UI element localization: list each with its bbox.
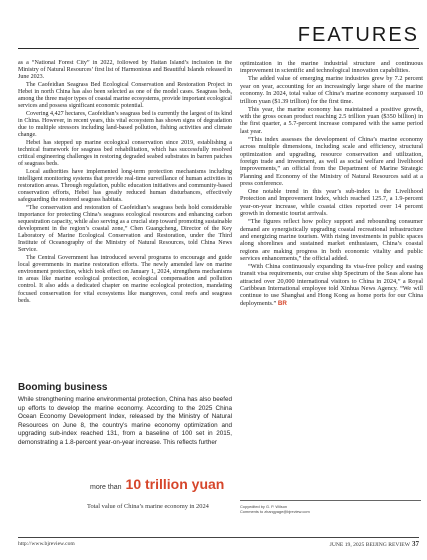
paragraph-final	[240, 263, 423, 307]
footer-rule	[18, 537, 419, 538]
copyedit-credit: Copyedited by G. P. Wilson	[240, 504, 288, 509]
right-column	[240, 60, 423, 470]
end-mark: BR	[277, 299, 287, 307]
header-rule	[18, 48, 419, 49]
footer-issue	[330, 540, 419, 548]
paragraph-final-text: “With China continuously expanding its visa-free policy and easing transit visa requirements, our cruise ship Spectrum of the Seas alone has attracted over 20,000 international visitors to China in 2024,” a Royal Caribbean International employee told Xinhua News Agency. “We will continue to use Shanghai and Hong Kong as home ports for our China deployments.”	[240, 263, 423, 307]
page-number: 37	[412, 540, 419, 548]
issue-label: JUNE 19, 2025 BEIJING REVIEW	[329, 542, 410, 548]
paragraph: as a “National Forest City” in 2022, followed by Haitan Island’s inclusion in the Ministry of Natural Resources’ first list of Harmonious and Beautiful Islands released in June 2023.	[18, 60, 232, 81]
callout-prefix: more than	[90, 484, 122, 491]
credit-rule	[240, 500, 421, 501]
paragraph: “The figures reflect how policy support and rebounding consumer demand are synergistically upgrading coastal recreational infrastructure and energizing marine tourism. With rising investments in public spaces along shorelines and sustained market enthusiasm, China’s coastal regions are making progress in both economic vitality and public services enhancements,” the official added.	[240, 218, 423, 262]
paragraph: Covering 4,427 hectares, Caofeidian’s seagrass bed is currently the largest of its kind in China. However, in recent years, this vital ecosystem has shown signs of degradation due to multiple stressors including land-based pollution, fishing activities and climate change.	[18, 110, 232, 139]
comments-contact: Comments to zhangyage@bjreview.com	[240, 509, 310, 514]
section-label: FEATURES	[297, 24, 419, 46]
paragraph: The Caofeidian Seagrass Bed Ecological Conservation and Restoration Project in Hebei in north China has also been selected as one of the model cases. Seagrass beds, among the three major types of coastal marine ecosystems, provide important ecological services and possess significant economic potential.	[18, 81, 232, 110]
left-column	[18, 60, 232, 376]
stat-callout	[18, 458, 232, 518]
section-heading: Booming business	[18, 382, 108, 393]
paragraph: The added value of emerging marine industries grew by 7.2 percent year on year, accounting for an increasingly large share of the marine economy. In 2024, total value of China’s marine economy surpassed 10 trillion yuan ($1.39 trillion) for the first time.	[240, 75, 423, 105]
paragraph: The Central Government has introduced several programs to encourage and guide local governments in marine restoration efforts. The newly amended law on marine environment protection, which took effect on January 1, 2024, strengthens mechanisms in areas like marine ecological protection, ecological compensation and pollution control. It also adds a dedicated chapter on marine ecological protection, mandating focused conservation for vital ecosystems like mangroves, coral reefs and seagrass beds.	[18, 255, 232, 304]
callout-line	[90, 476, 224, 494]
callout-caption: Total value of China’s marine economy in 2024	[87, 503, 209, 510]
callout-figure: 10 trillion yuan	[125, 476, 225, 492]
paragraph: “This index assesses the development of China’s marine economy across multiple dimensions, including scale and efficiency, structural optimization and upgrading, resource conservation and utilization, foreign trade and investment, as well as social welfare and livelihood improvements,” an official from the Department of Marine Strategic Planning and Economy of the Ministry of Natural Resources said at a press conference.	[240, 135, 423, 187]
footer-url[interactable]: http://www.bjreview.com	[18, 541, 75, 547]
paragraph: One notable trend in this year’s sub-index is the Livelihood Protection and Improvement Index, which reached 125.7, a 1.9-percent year-on-year increase, while coastal cities reported over 14 percent growth in domestic tourist arrivals.	[240, 188, 423, 218]
booming-text-block	[18, 396, 232, 452]
credits	[240, 504, 310, 514]
paragraph: Local authorities have implemented long-term protection mechanisms including intelligent monitoring systems that provide real-time surveillance of human activities in restoration areas. Through regulation, public education initiatives and community-based conservation efforts, Hebei has greatly reduced human disturbances, effectively safeguarding the restored seagrass habitats.	[18, 168, 232, 204]
paragraph: optimization in the marine industrial structure and continuous improvement in scientific and technological innovation capabilities.	[240, 60, 423, 75]
paragraph: Hebei has stepped up marine ecological conservation since 2019, establishing a technical framework for seagrass bed rehabilitation, which has successfully resolved critical engineering challenges in restoring degraded seabed substrates in barren patches of seagrass beds.	[18, 139, 232, 168]
paragraph: “The conservation and restoration of Caofeidian’s seagrass beds hold considerable importance for protecting China’s seagrass ecological resources and enhancing carbon sequestration capacity, while also serving as a crucial step toward promoting sustainable development in the region’s coastal zone,” Chen Guangcheng, Director of the Key Laboratory of Marine Ecological Conservation and Restoration, under the Third Institute of Oceanography of the Ministry of Natural Resources, told China News Service.	[18, 204, 232, 254]
paragraph: While strengthening marine environmental protection, China has also beefed up efforts to develop the marine economy. According to the 2025 China Ocean Economy Development Index, released by the Ministry of Natural Resources on June 8, the country’s marine economy optimization and upgrading sub-index reached 131, from a baseline of 100 set in 2015, demonstrating a 1.8-percent year-on-year increase. This reflects further	[18, 396, 232, 446]
paragraph: This year, the marine economy has maintained a positive growth, with the gross ocean product reaching 2.5 trillion yuan ($350 billion) in the first quarter, a 5.7-percent increase compared with the same period last year.	[240, 105, 423, 135]
